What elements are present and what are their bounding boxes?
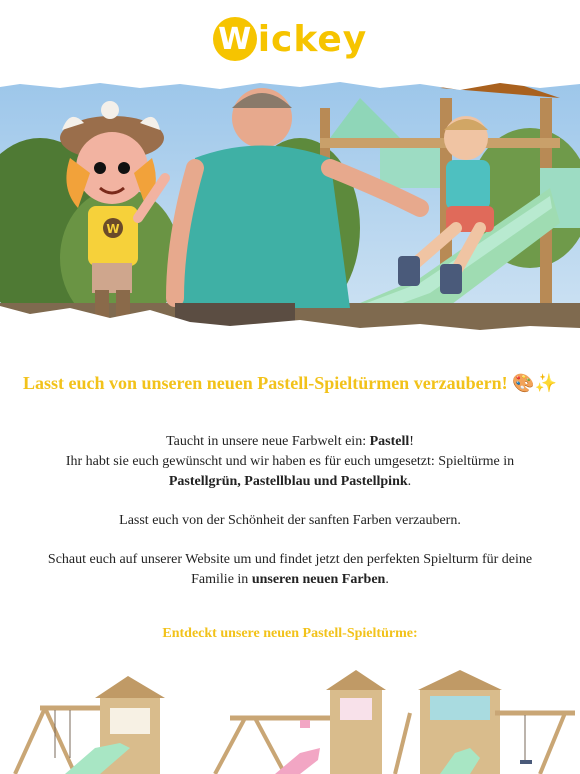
text-span: . [407, 474, 412, 489]
bold-colors: Pastellgrün, Pastellblau und Pastellpink [168, 474, 408, 489]
text-span: . [385, 572, 389, 587]
bold-pastell: Pastell [369, 434, 410, 449]
intro-text [0, 432, 580, 590]
bold-new-colors: unseren neuen Farben [251, 572, 386, 587]
playtower-green[interactable] [15, 676, 165, 774]
header [0, 0, 580, 78]
hero-illustration [0, 78, 580, 333]
logo-badge: W [213, 17, 257, 61]
paragraph-2b [0, 472, 580, 492]
wickey-logo[interactable] [213, 17, 368, 61]
product-images[interactable] [0, 668, 580, 774]
mascot-shirt-badge: W [106, 222, 120, 236]
paragraph-4b [0, 570, 580, 590]
hero-image[interactable] [0, 78, 580, 333]
paragraph-3: Lasst euch von der Schönheit der sanften Farben verzaubern. [119, 513, 461, 528]
headline: Lasst euch von unseren neuen Pastell-Spieltürmen verzaubern! 🎨✨ [23, 373, 557, 393]
logo-text: ickey [257, 18, 368, 60]
paragraph-2a: Ihr habt sie euch gewünscht und wir haben es für euch umgesetzt: Spieltürme in [65, 454, 515, 469]
text-span: ! [409, 434, 414, 449]
subheading: Entdeckt unsere neuen Pastell-Spieltürme: [162, 626, 418, 641]
text-span: Familie in [191, 572, 252, 587]
playtower-blue[interactable] [395, 670, 575, 774]
paragraph-4a: Schaut euch auf unserer Website um und findet jetzt den perfekten Spielturm für deine [47, 552, 533, 567]
playtower-illustrations [0, 668, 580, 774]
playtower-pink[interactable] [215, 670, 386, 774]
paragraph-1 [0, 432, 580, 452]
text-span: Taucht in unsere neue Farbwelt ein: [166, 434, 370, 449]
